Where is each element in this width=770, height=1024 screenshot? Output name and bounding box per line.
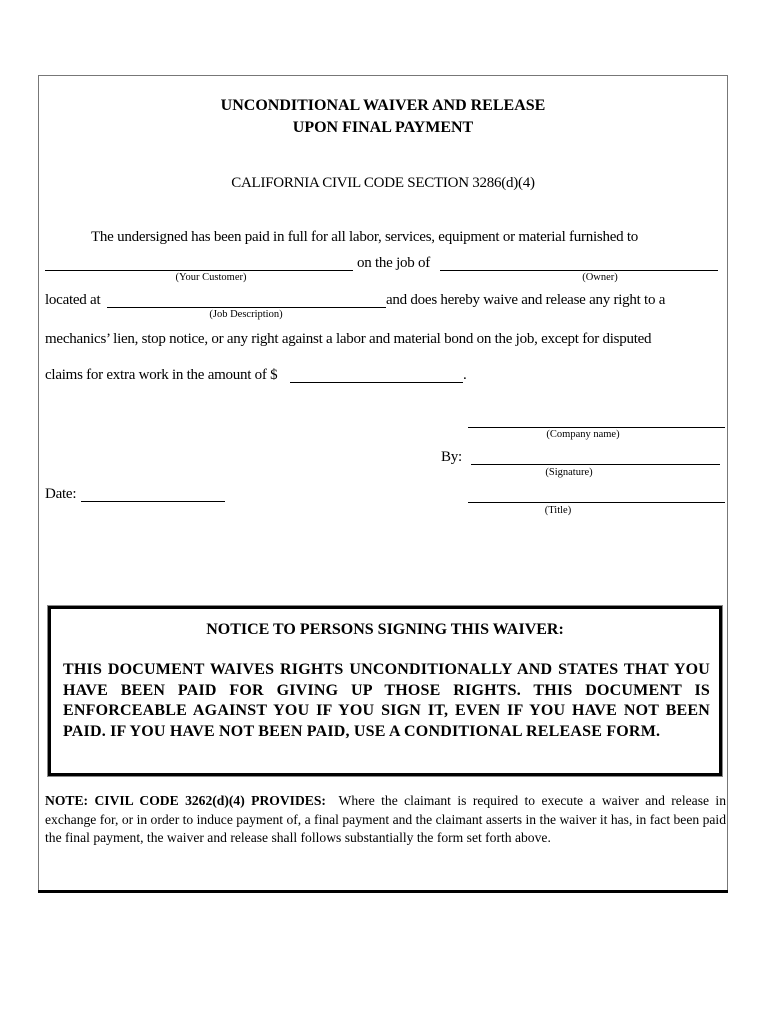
title-field[interactable]	[468, 502, 725, 503]
claims-amount-field[interactable]	[290, 382, 463, 383]
title-line-2: UPON FINAL PAYMENT	[292, 119, 474, 136]
claims-text: claims for extra work in the amount of $	[45, 367, 278, 383]
job-description-field[interactable]	[107, 307, 386, 308]
note-text: Where the claimant is required to execute a waiver and release in exchange for, or in order to induce payment of, a final payment and the claimant asserts in the waiver it has, in fact been paid the final payment, the waiver and release shall follows substantially the form set forth above.	[45, 793, 726, 846]
claims-period: .	[463, 367, 467, 383]
bottom-rule	[38, 890, 728, 893]
code-section: CALIFORNIA CIVIL CODE SECTION 3286(d)(4)	[231, 175, 535, 191]
note-lead: NOTE: CIVIL CODE 3262(d)(4) PROVIDES:	[45, 793, 326, 808]
paragraph-line-4: mechanics’ lien, stop notice, or any right against a labor and material bond on the job, except for disputed	[45, 331, 652, 347]
on-job-of-text: on the job of	[357, 255, 430, 271]
waive-text: and does hereby waive and release any right to a	[386, 292, 666, 308]
company-name-field[interactable]	[468, 427, 725, 428]
owner-label: (Owner)	[582, 272, 618, 283]
title-label: (Title)	[544, 505, 572, 516]
notice-box	[48, 606, 722, 776]
company-name-label: (Company name)	[546, 429, 620, 440]
owner-field[interactable]	[440, 270, 718, 271]
located-at-text: located at	[45, 292, 101, 308]
your-customer-label: (Your Customer)	[175, 272, 247, 283]
paragraph-line-1: The undersigned has been paid in full for all labor, services, equipment or material furnished to	[91, 229, 639, 245]
notice-body: THIS DOCUMENT WAIVES RIGHTS UNCONDITIONALLY AND STATES THAT YOU HAVE BEEN PAID FOR GIVING UP THOSE RIGHTS. THIS DOCUMENT IS ENFORCEABLE AGAINST YOU IF YOU SIGN IT, EVEN IF YOU HAVE NOT BEEN PAID. IF YOU HAVE NOT BEEN PAID, USE A CONDITIONAL RELEASE FORM.	[63, 661, 710, 741]
title-line-1: UNCONDITIONAL WAIVER AND RELEASE	[220, 97, 546, 114]
note-paragraph	[45, 792, 726, 848]
date-field[interactable]	[81, 501, 225, 502]
signature-label: (Signature)	[545, 467, 593, 478]
customer-field[interactable]	[45, 270, 353, 271]
notice-heading: NOTICE TO PERSONS SIGNING THIS WAIVER:	[206, 621, 564, 638]
job-description-label: (Job Description)	[209, 309, 283, 320]
date-label: Date:	[45, 486, 77, 502]
by-label: By:	[441, 449, 462, 465]
signature-field[interactable]	[471, 464, 720, 465]
